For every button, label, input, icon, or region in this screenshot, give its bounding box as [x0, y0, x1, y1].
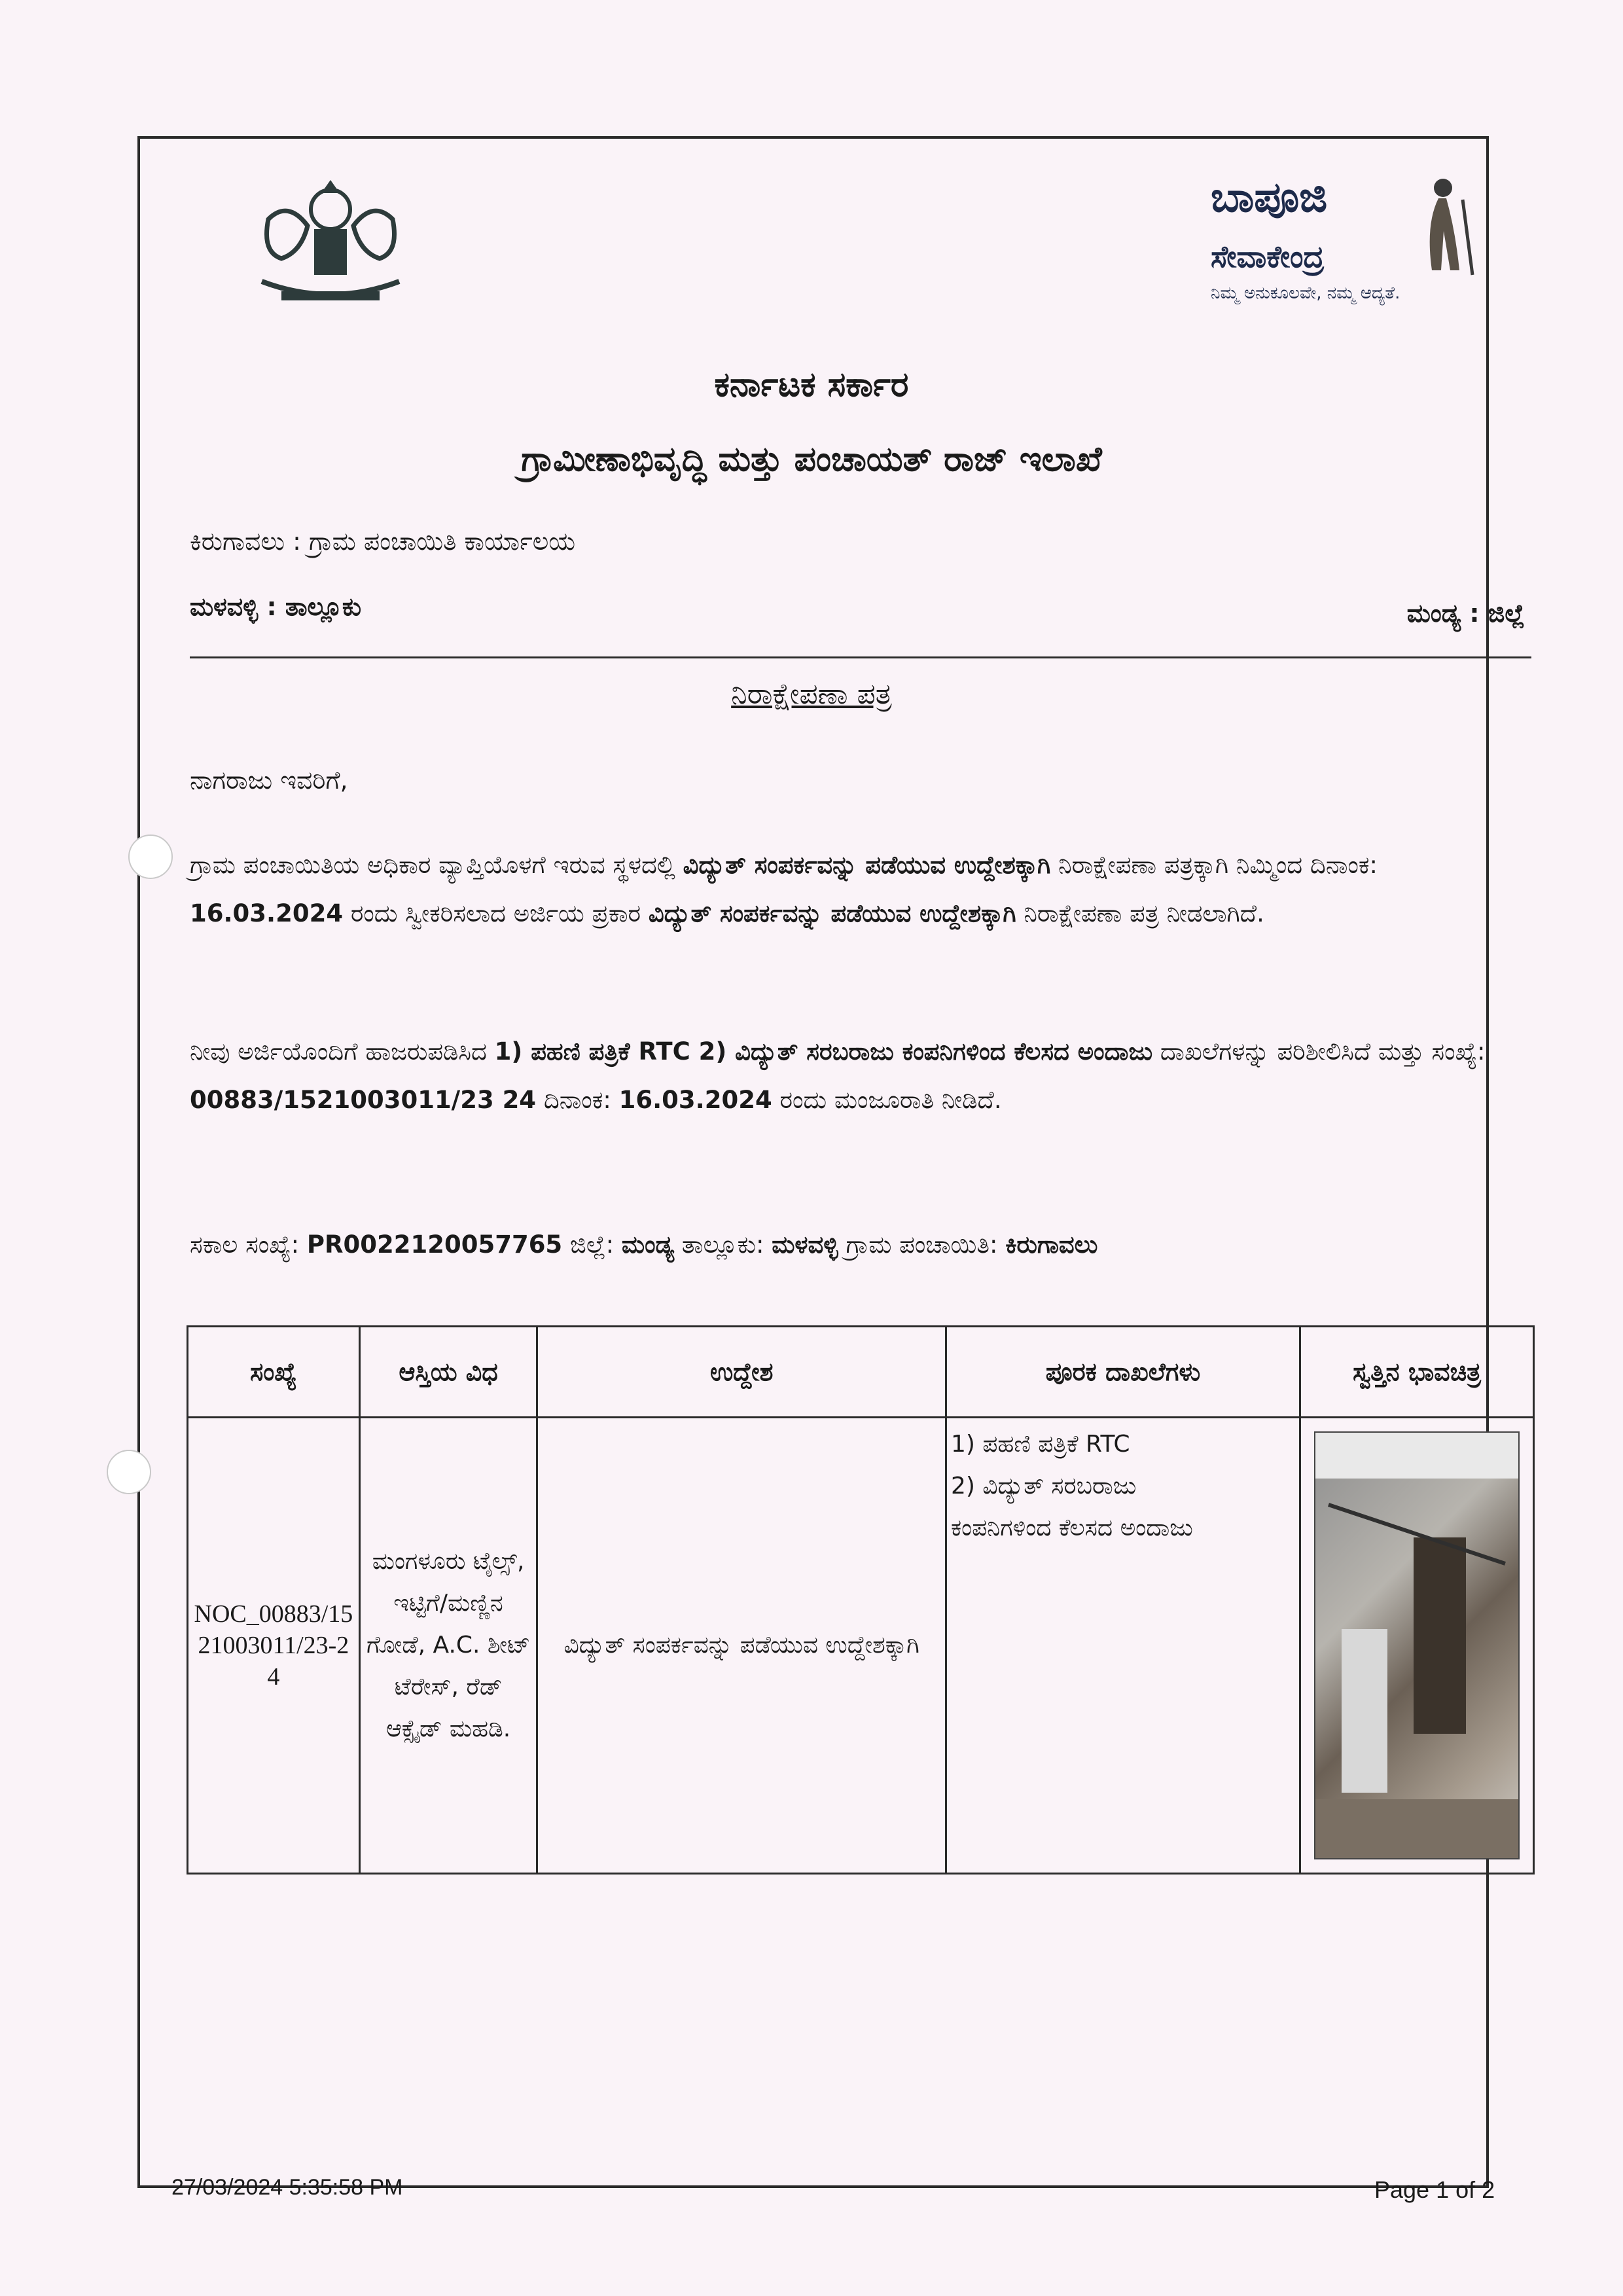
para2-bold: 1) ಪಹಣಿ ಪತ್ರಿಕೆ RTC 2) ವಿದ್ಯುತ್ ಸರಬರಾಜು ಕಂಪನಿಗಳಿಂದ ಕೆಲಸದ ಅಂದಾಜು — [494, 1037, 1153, 1066]
para2-number: 00883/1521003011/23 24 — [190, 1086, 537, 1114]
logo-subtitle: ಸೇವಾಕೇಂದ್ರ — [1211, 239, 1325, 274]
table-row — [188, 1418, 1534, 1874]
para1-date: 16.03.2024 — [190, 899, 344, 927]
para1-text: ನಿರಾಕ್ಷೇಪಣಾ ಪತ್ರಕ್ಕಾಗಿ ನಿಮ್ಮಿಂದ ದಿನಾಂಕ: — [1050, 851, 1378, 879]
property-photo-cell — [1300, 1418, 1533, 1874]
salutation: ನಾಗರಾಜು ಇವರಿಗೆ, — [190, 766, 348, 795]
page-number: Page 1 of 2 — [1374, 2176, 1495, 2203]
purpose-cell: ವಿದ್ಯುತ್ ಸಂಪರ್ಕವನ್ನು ಪಡೆಯುವ ಉದ್ದೇಶಕ್ಕಾಗಿ — [537, 1418, 946, 1874]
department-title: ಗ್ರಾಮೀಣಾಭಿವೃದ್ಧಿ ಮತ್ತು ಪಂಚಾಯತ್ ರಾಜ್ ಇಲಾಖೆ — [521, 440, 1102, 479]
paragraph-2 — [190, 1028, 1505, 1124]
government-title: ಕರ್ನಾಟಕ ಸರ್ಕಾರ — [714, 365, 909, 404]
karnataka-emblem-icon — [242, 173, 419, 311]
gandhi-figure-icon — [1394, 173, 1486, 278]
column-header: ಸಂಖ್ಯೆ — [188, 1327, 360, 1418]
taluk-line: ಮಳವಳ್ಳಿ : ತಾಲ್ಲೂಕು — [190, 592, 362, 621]
office-line: ಕಿರುಗಾವಲು : ಗ್ರಾಮ ಪಂಚಾಯಿತಿ ಕಾರ್ಯಾಲಯ — [190, 527, 576, 556]
para2-text: ದಿನಾಂಕ: — [536, 1086, 619, 1114]
logo-tagline: ನಿಮ್ಮ ಅನುಕೂಲವೇ, ನಮ್ಮ ಆದ್ಯತೆ. — [1211, 283, 1400, 303]
district-line: ಮಂಡ್ಯ : ಜಿಲ್ಲೆ — [1406, 599, 1525, 628]
para1-text: ನಿರಾಕ್ಷೇಪಣಾ ಪತ್ರ ನೀಡಲಾಗಿದೆ. — [1016, 899, 1264, 927]
district-label: ಜಿಲ್ಲೆ: — [562, 1230, 622, 1259]
property-photo — [1314, 1431, 1520, 1859]
taluk-value: ಮಳವಳ್ಳಿ — [772, 1230, 838, 1259]
taluk-label: ತಾಲ್ಲೂಕು: — [674, 1230, 772, 1259]
column-header: ಉದ್ದೇಶ — [537, 1327, 946, 1418]
sakala-line — [190, 1221, 1505, 1269]
logo-title: ಬಾಪೂಜಿ — [1211, 173, 1328, 222]
documents-cell — [946, 1418, 1300, 1874]
para1-text: ರಂದು ಸ್ವೀಕರಿಸಲಾದ ಅರ್ಜಿಯ ಪ್ರಕಾರ — [343, 899, 649, 927]
district-value: ಮಂಡ್ಯ — [621, 1230, 675, 1259]
subject-title: ನಿರಾಕ್ಷೇಪಣಾ ಪತ್ರ — [731, 677, 892, 711]
noc-number-cell: NOC_00883/1521003011/23-24 — [188, 1418, 360, 1874]
gp-value: ಕಿರುಗಾವಲು — [1005, 1230, 1098, 1259]
noc-table — [187, 1325, 1535, 1874]
punch-hole — [107, 1450, 151, 1494]
para1-bold: ವಿದ್ಯುತ್ ಸಂಪರ್ಕವನ್ನು ಪಡೆಯುವ ಉದ್ದೇಶಕ್ಕಾಗಿ — [648, 899, 1016, 927]
sakala-label: ಸಕಾಲ ಸಂಖ್ಯೆ: — [190, 1230, 307, 1259]
para2-text: ನೀವು ಅರ್ಜಿಯೊಂದಿಗೆ ಹಾಜರುಪಡಿಸಿದ — [190, 1037, 495, 1066]
paragraph-1 — [190, 841, 1505, 938]
column-header: ಆಸ್ತಿಯ ವಿಧ — [359, 1327, 537, 1418]
para2-text: ದಾಖಲೆಗಳನ್ನು ಪರಿಶೀಲಿಸಿದೆ ಮತ್ತು ಸಂಖ್ಯೆ: — [1152, 1037, 1486, 1066]
column-header: ಸ್ವತ್ತಿನ ಭಾವಚಿತ್ರ — [1300, 1327, 1533, 1418]
para1-text: ಗ್ರಾಮ ಪಂಚಾಯಿತಿಯ ಅಧಿಕಾರ ವ್ಯಾಪ್ತಿಯೊಳಗೆ ಇರುವ ಸ್ಥಳದಲ್ಲಿ — [190, 851, 683, 879]
footer-timestamp: 27/03/2024 5:35:58 PM — [171, 2175, 403, 2200]
bapuji-sevakendra-logo — [1211, 173, 1486, 324]
sakala-number: PR0022120057765 — [306, 1230, 563, 1259]
property-type-cell: ಮಂಗಳೂರು ಟೈಲ್ಸ್, ಇಟ್ಟಿಗೆ/ಮಣ್ಣಿನ ಗೋಡೆ, A.C. ಶೀಟ್ ಟೆರೇಸ್, ರೆಡ್ ಆಕ್ಸೈಡ್ ಮಹಡಿ. — [359, 1418, 537, 1874]
document-item: 1) ಪಹಣಿ ಪತ್ರಿಕೆ RTC — [950, 1431, 1130, 1458]
para2-date: 16.03.2024 — [618, 1086, 772, 1114]
table-header-row — [188, 1327, 1534, 1418]
header-divider — [190, 656, 1531, 658]
document-item: 2) ವಿದ್ಯುತ್ ಸರಬರಾಜು — [950, 1473, 1137, 1499]
punch-hole — [128, 834, 173, 879]
gp-label: ಗ್ರಾಮ ಪಂಚಾಯಿತಿ: — [838, 1230, 1006, 1259]
para1-bold: ವಿದ್ಯುತ್ ಸಂಪರ್ಕವನ್ನು ಪಡೆಯುವ ಉದ್ದೇಶಕ್ಕಾಗಿ — [683, 851, 1051, 879]
para2-text: ರಂದು ಮಂಜೂರಾತಿ ನೀಡಿದೆ. — [772, 1086, 1002, 1114]
document-item: ಕಂಪನಿಗಳಿಂದ ಕೆಲಸದ ಅಂದಾಜು — [950, 1515, 1193, 1541]
column-header: ಪೂರಕ ದಾಖಲೆಗಳು — [946, 1327, 1300, 1418]
